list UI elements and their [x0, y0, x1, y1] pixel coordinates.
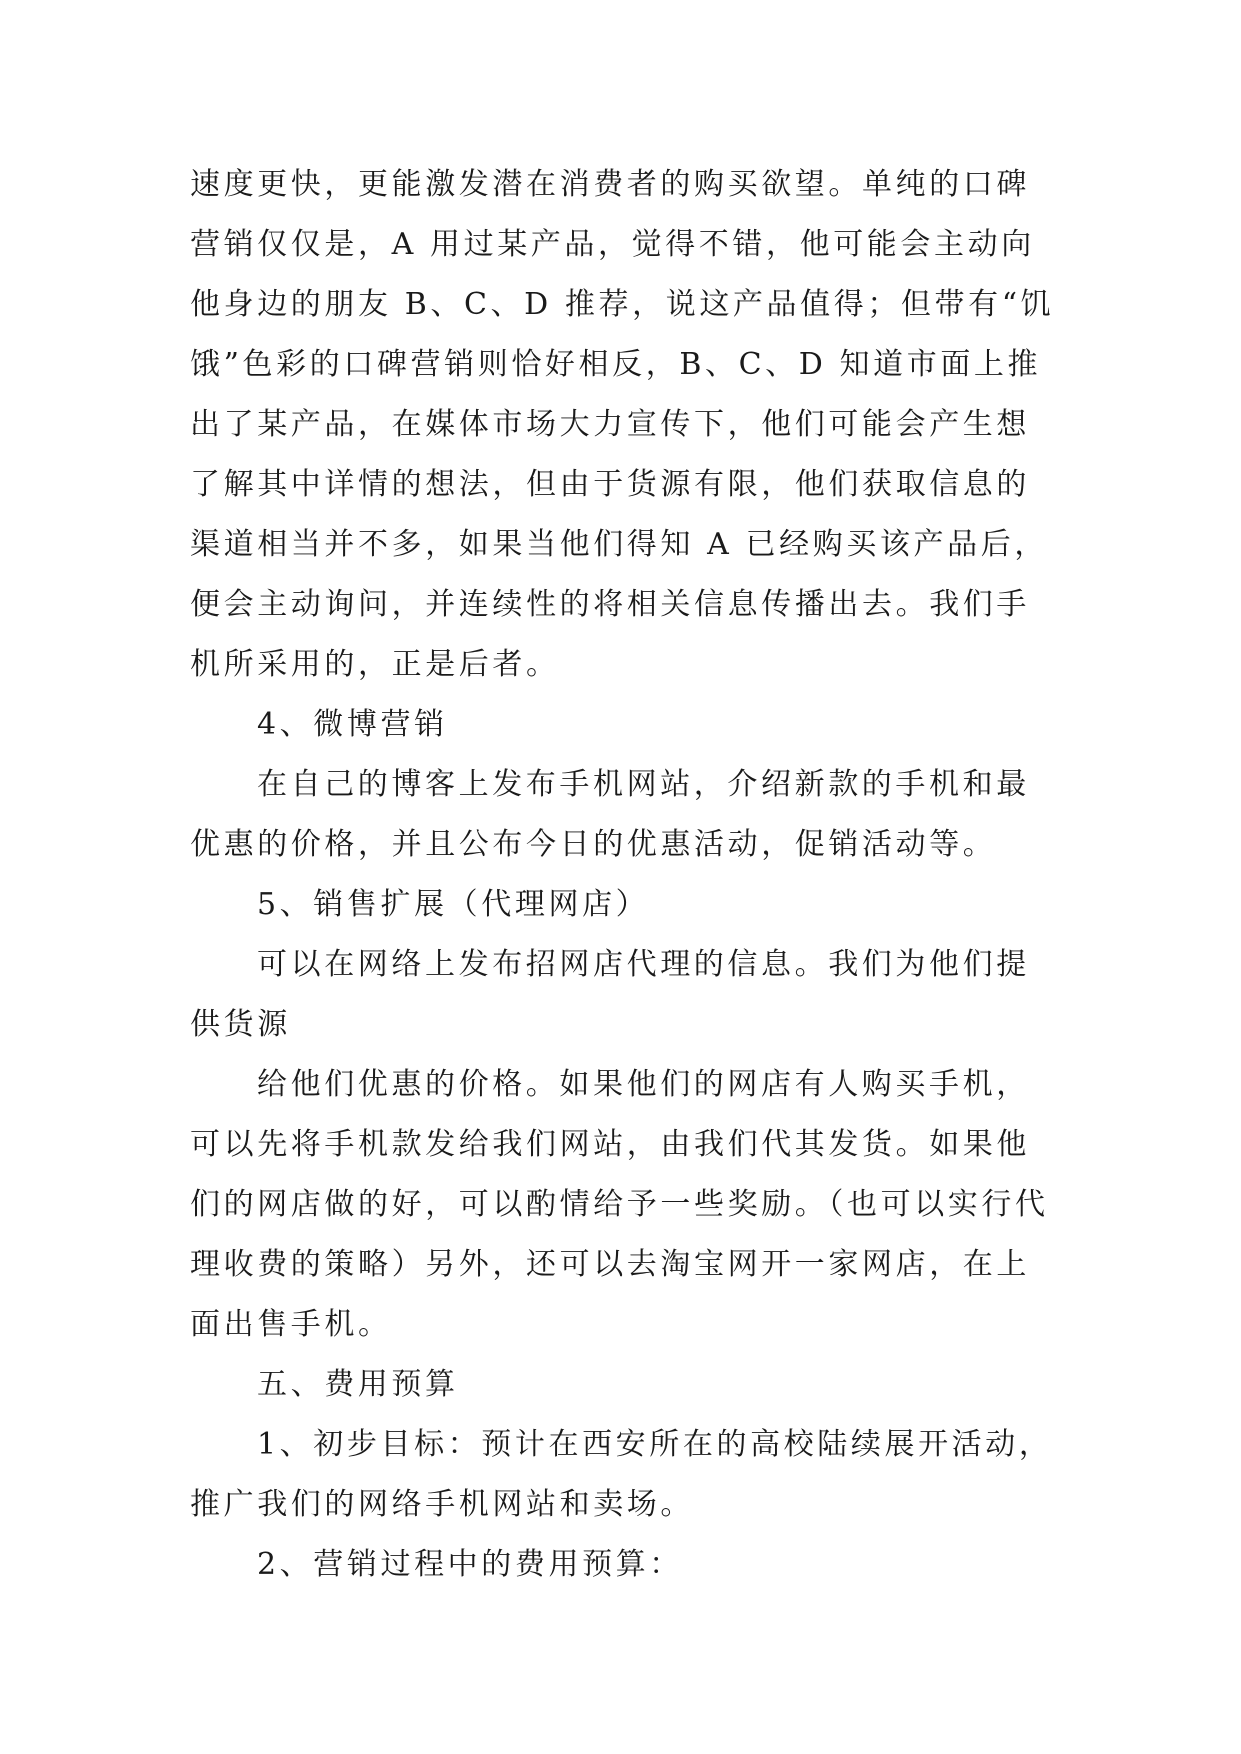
paragraph-weibo-marketing: 在自己的博客上发布手机网站，介绍新款的手机和最优惠的价格，并且公布今日的优惠活动，促销活动等。 — [190, 767, 1030, 862]
heading-weibo-marketing: 4、微博营销 — [257, 707, 448, 742]
paragraph-initial-goal: 1、初步目标：预计在西安所在的高校陆续展开活动，推广我们的网络手机网站和卖场。 — [190, 1427, 1053, 1522]
paragraph-agent-recruitment: 可以在网络上发布招网店代理的信息。我们为他们提供货源 — [190, 947, 1030, 1042]
paragraph-agent-pricing: 给他们优惠的价格。如果他们的网店有人购买手机，可以先将手机款发给我们网站，由我们代其发货。如果他们的网店做的好，可以酌情给予一些奖励。（也可以实行代理收费的策略）另外，还可以去淘宝网开一家网店，在上面出售手机。 — [190, 1067, 1049, 1342]
heading-sales-expansion: 5、销售扩展（代理网店） — [257, 887, 650, 922]
heading-budget: 五、费用预算 — [257, 1367, 459, 1402]
paragraph-marketing-budget: 2、营销过程中的费用预算： — [257, 1547, 683, 1582]
paragraph-word-of-mouth: 速度更快，更能激发潜在消费者的购买欲望。单纯的口碑营销仅仅是，A 用过某产品，觉得不错，他可能会主动向他身边的朋友 B、C、D 推荐，说这产品值得；但带有“饥饿”色彩的口碑营销则恰好相反，B、C、D 知道市面上推出了某产品，在媒体市场大力宣传下，他们可能会产生想了解其中详情的想法，但由于货源有限，他们获取信息的渠道相当并不多，如果当他们得知 A 已经购买该产品后，便会主动询问，并连续性的将相关信息传播出去。我们手机所采用的，正是后者。 — [190, 167, 1055, 682]
document-body — [190, 155, 1056, 1595]
